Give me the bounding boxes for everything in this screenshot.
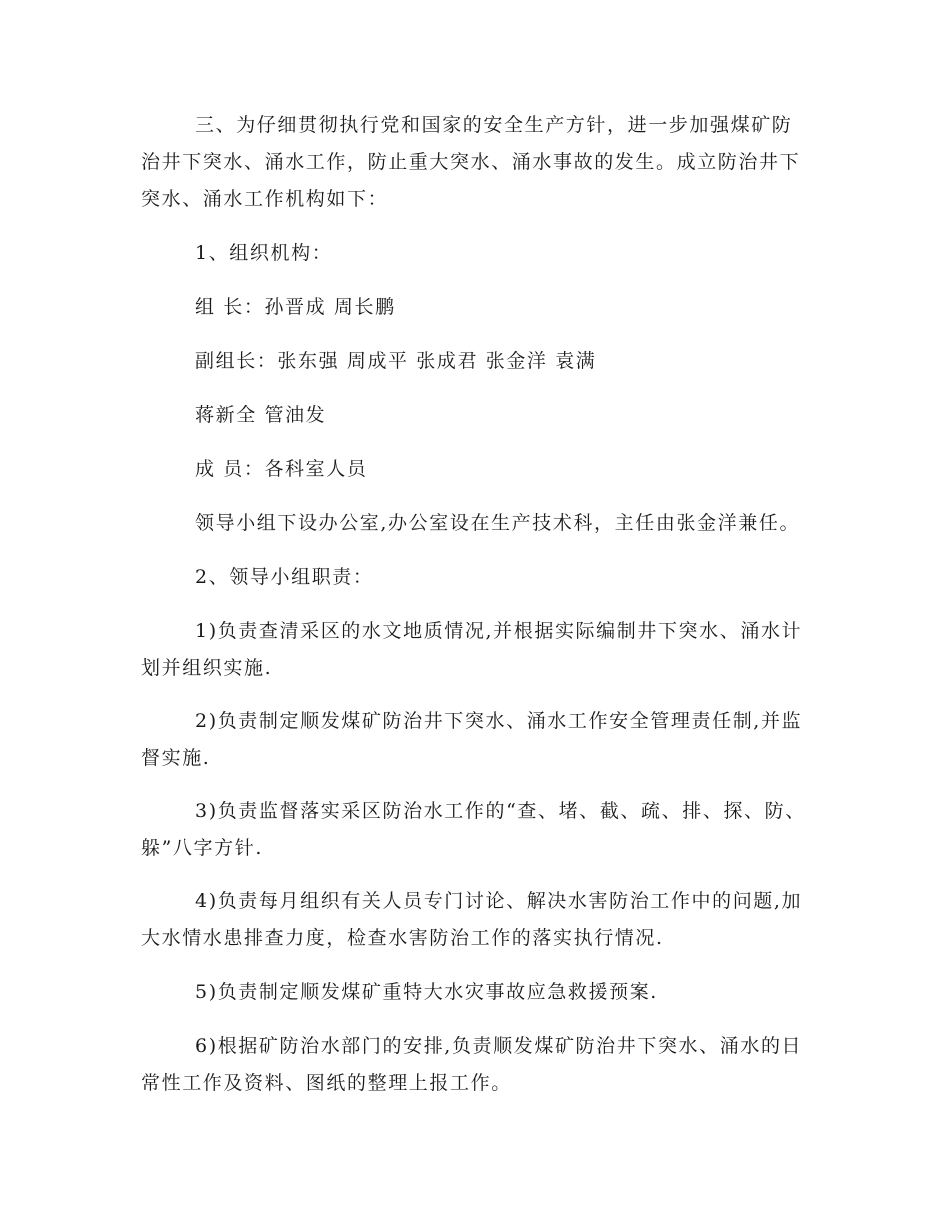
duty-item-2: 2)负责制定顺发煤矿防治井下突水、涌水工作安全管理责任制,并监督实施. (141, 710, 803, 769)
deputy-line-1: 副组长：张东强 周成平 张成君 张金洋 袁满 (195, 350, 597, 372)
office-note-paragraph: 领导小组下设办公室,办公室设在生产技术科，主任由张金洋兼任。 (195, 512, 801, 534)
duty-item-4: 4)负责每月组织有关人员专门讨论、解决水害防治工作中的问题,加大水情水患排查力度，检查水害防治工作的落实执行情况. (141, 890, 803, 949)
duty-item-3: 3)负责监督落实采区防治水工作的“查、堵、截、疏、排、探、防、躲”八字方针. (141, 800, 806, 859)
deputy-line-2: 蒋新全 管油发 (195, 404, 327, 426)
duty-item-1: 1)负责查清采区的水文地质情况,并根据实际编制井下突水、涌水计划并组织实施. (141, 620, 803, 679)
section-2-heading: 2、领导小组职责： (195, 566, 374, 588)
members-line: 成 员：各科室人员 (195, 458, 368, 480)
section-1-heading: 1、组织机构： (195, 242, 333, 264)
duty-item-5: 5)负责制定顺发煤矿重特大水灾事故应急救援预案. (195, 981, 658, 1003)
document-body (141, 107, 807, 1102)
duty-item-6: 6)根据矿防治水部门的安排,负责顺发煤矿防治井下突水、涌水的日常性工作及资料、图纸的整理上报工作。 (141, 1035, 803, 1094)
leader-line: 组 长：孙晋成 周长鹏 (195, 296, 396, 318)
intro-paragraph: 三、为仔细贯彻执行党和国家的安全生产方针，进一步加强煤矿防治井下突水、涌水工作，防止重大突水、涌水事故的发生。成立防治井下突水、涌水工作机构如下： (141, 114, 801, 210)
